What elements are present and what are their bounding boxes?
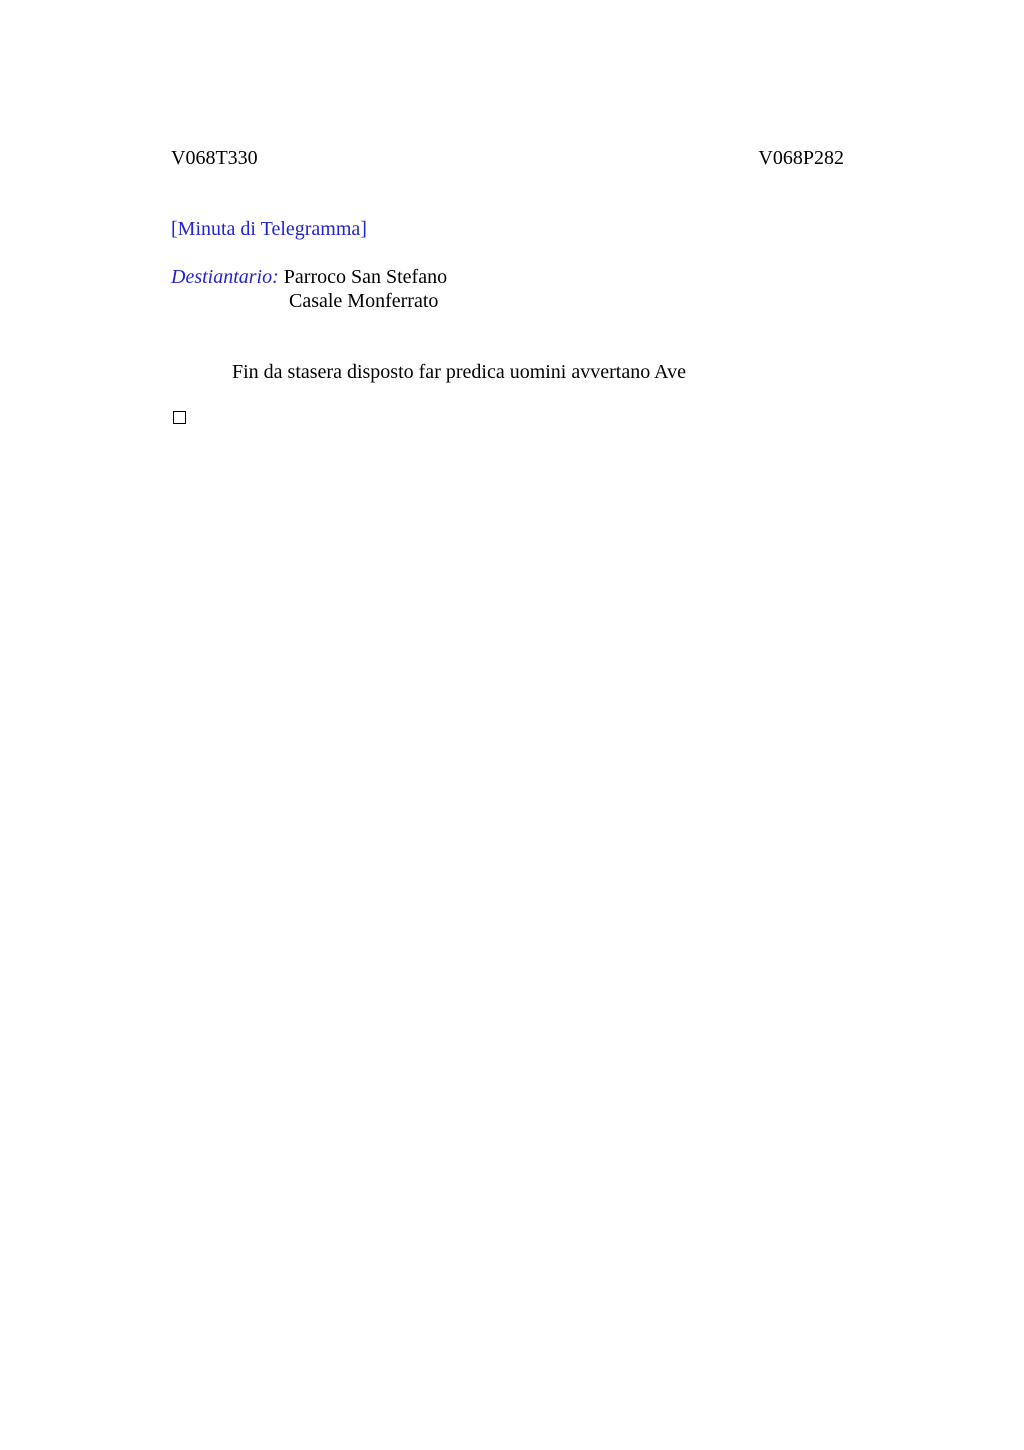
recipient-label: Destiantario: xyxy=(171,266,279,288)
document-heading: [Minuta di Telegramma] xyxy=(171,218,367,240)
recipient-name: Parroco San Stefano xyxy=(283,266,448,288)
recipient-block xyxy=(171,265,447,289)
recipient-location: Casale Monferrato xyxy=(289,290,439,312)
empty-square-icon xyxy=(173,411,186,424)
document-code-right: V068P282 xyxy=(758,147,844,169)
telegram-body-text: Fin da stasera disposto far predica uomini avvertano Ave xyxy=(232,361,686,383)
document-code-left: V068T330 xyxy=(171,147,258,169)
